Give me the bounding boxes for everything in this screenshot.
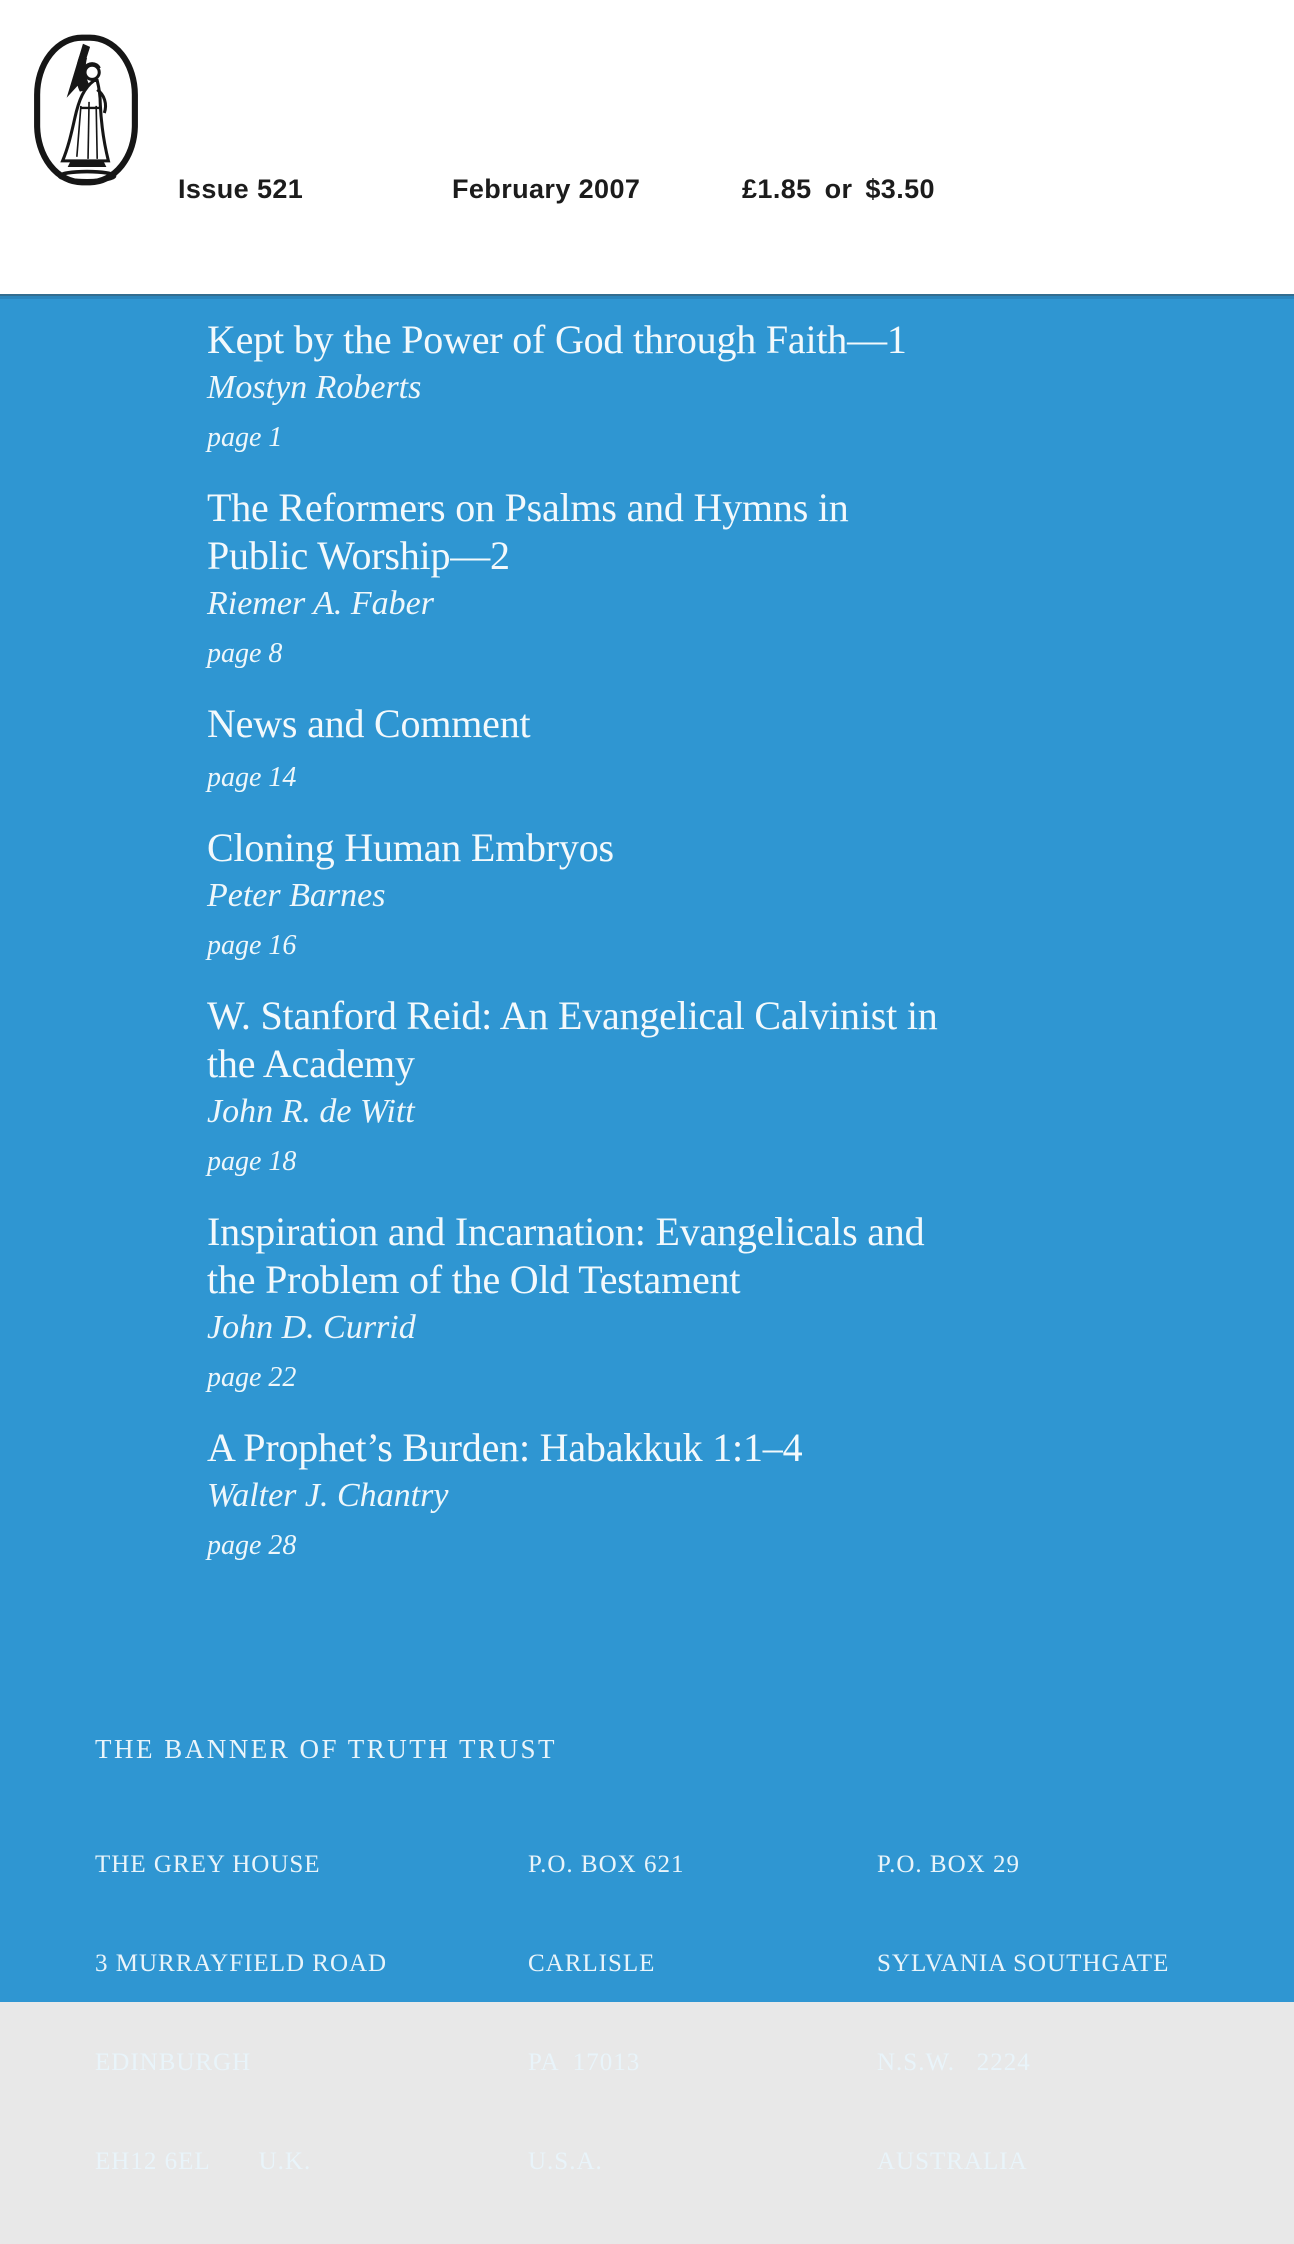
publisher-block — [95, 1732, 1245, 2244]
price — [742, 174, 935, 205]
article-title-line: Kept by the Power of God through Faith—1 — [207, 317, 907, 362]
toc-item — [207, 992, 1217, 1178]
article-title-line: Inspiration and Incarnation: Evangelicals and — [207, 1209, 925, 1254]
article-title-line: Public Worship—2 — [207, 533, 510, 578]
publisher-name: THE BANNER OF TRUTH TRUST — [95, 1734, 558, 1764]
contents-panel — [0, 294, 1294, 2175]
price-gbp: £1.85 — [742, 174, 812, 204]
toc-item — [207, 700, 1217, 794]
price-usd: $3.50 — [865, 174, 935, 204]
article-title-line: A Prophet’s Burden: Habakkuk 1:1–4 — [207, 1425, 803, 1470]
article-title-line: W. Stanford Reid: An Evangelical Calvinist in — [207, 993, 938, 1038]
address-australia — [877, 1782, 1169, 2244]
masthead — [0, 0, 1294, 294]
article-page: page 8 — [207, 638, 283, 669]
toc-item — [207, 484, 1217, 670]
article-title-line: The Reformers on Psalms and Hymns in — [207, 485, 849, 530]
toc-item — [207, 316, 1217, 454]
article-page: page 28 — [207, 1530, 297, 1561]
address-line: N.S.W. 2224 — [877, 2049, 1031, 2076]
article-author: Peter Barnes — [207, 877, 386, 914]
issue-date: February 2007 — [452, 174, 641, 204]
article-page: page 1 — [207, 422, 283, 453]
address-uk — [95, 1782, 528, 2244]
article-author: Riemer A. Faber — [207, 585, 434, 622]
article-page: page 14 — [207, 762, 297, 793]
article-author: Mostyn Roberts — [207, 369, 422, 406]
address-line: P.O. BOX 621 — [528, 1851, 685, 1878]
address-line: AUSTRALIA — [877, 2148, 1028, 2175]
address-line: U.S.A. — [528, 2148, 603, 2175]
toc-item — [207, 1208, 1217, 1394]
article-page: page 18 — [207, 1146, 297, 1177]
address-line: CARLISLE — [528, 1950, 656, 1977]
address-usa — [528, 1782, 877, 2244]
address-line — [95, 2145, 528, 2178]
address-country: U.K. — [258, 2148, 312, 2175]
address-line: SYLVANIA SOUTHGATE — [877, 1950, 1170, 1977]
toc-item — [207, 824, 1217, 962]
article-page: page 16 — [207, 930, 297, 961]
article-title-line: Cloning Human Embryos — [207, 825, 614, 870]
price-conjunction: or — [824, 174, 853, 204]
address-postcode: EH12 6EL — [95, 2148, 211, 2175]
article-author: John D. Currid — [207, 1309, 416, 1346]
address-row — [95, 1782, 1245, 2244]
table-of-contents — [207, 316, 1217, 1562]
address-line: THE GREY HOUSE — [95, 1851, 321, 1878]
article-author: John R. de Witt — [207, 1093, 415, 1130]
toc-item — [207, 1424, 1217, 1562]
address-line: P.O. BOX 29 — [877, 1851, 1020, 1878]
issue-number: Issue 521 — [178, 174, 304, 204]
article-author: Walter J. Chantry — [207, 1477, 449, 1514]
article-page: page 22 — [207, 1362, 297, 1393]
address-line: PA 17013 — [528, 2049, 641, 2076]
address-line: EDINBURGH — [95, 2049, 252, 2076]
robed-preacher-with-banner-icon — [30, 32, 142, 190]
address-line: 3 MURRAYFIELD ROAD — [95, 1950, 388, 1977]
article-title-line: the Problem of the Old Testament — [207, 1257, 741, 1302]
article-title-line: the Academy — [207, 1041, 415, 1086]
banner-of-truth-logo — [30, 32, 142, 190]
article-title-line: News and Comment — [207, 701, 531, 746]
